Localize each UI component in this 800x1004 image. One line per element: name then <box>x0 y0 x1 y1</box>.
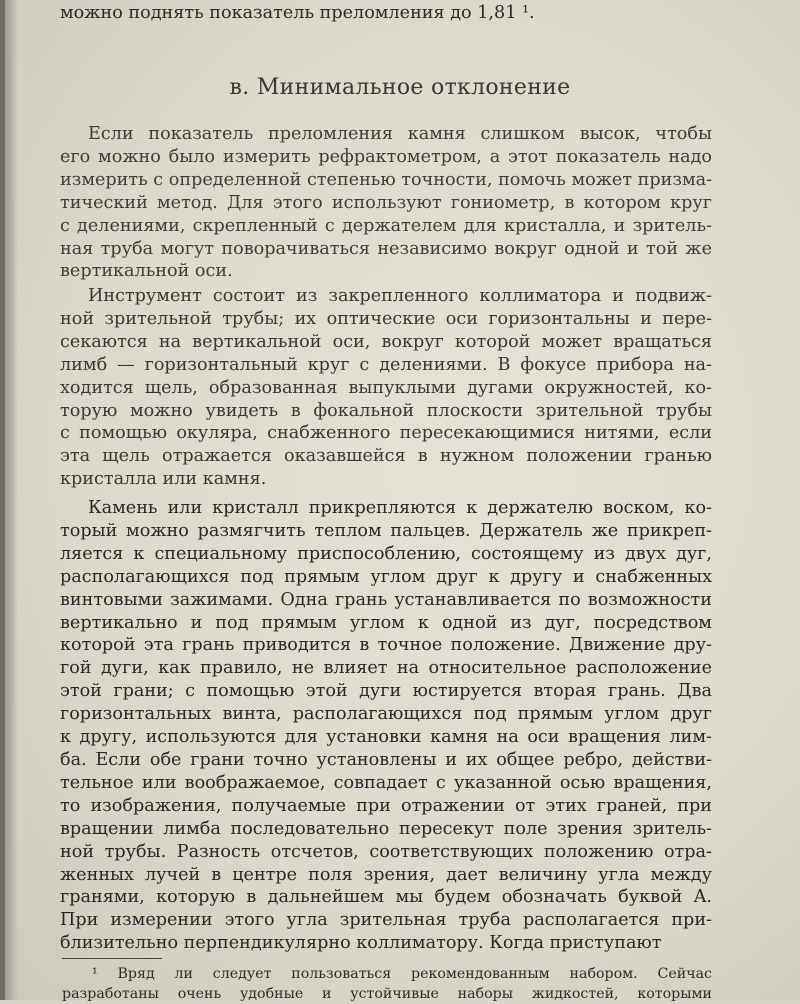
text-line: гой дуги, как правило, не влияет на относительное расположение <box>60 657 712 680</box>
text-line: с помощью окуляра, снабженного пересекающимися нитями, если <box>60 422 712 445</box>
text-line: вертикально и под прямым углом к одной из дуг, посредством <box>60 612 712 635</box>
text-line: тельное или воображаемое, совпадает с указанной осью вращения, <box>60 772 712 795</box>
paragraph-1 <box>60 123 712 283</box>
text-line: секаются на вертикальной оси, вокруг которой может вращаться <box>60 331 712 354</box>
text-line: торую можно увидеть в фокальной плоскости зрительной трубы <box>60 400 712 423</box>
text-line: лимб — горизонтальный круг с делениями. В фокусе прибора на- <box>60 354 712 377</box>
text-line: Если показатель преломления камня слишком высок, чтобы <box>60 123 712 146</box>
text-line: измерить с определенной степенью точности, помочь может призма- <box>60 169 712 192</box>
text-line: этой грани; с помощью этой дуги юстируется вторая грань. Два <box>60 680 712 703</box>
paragraph-2 <box>60 285 712 491</box>
text-line: вращении лимба последовательно пересекут поле зрения зритель- <box>60 818 712 841</box>
text-line: вертикальной оси. <box>60 260 712 283</box>
text-line: гранями, которую в дальнейшем мы будем обозначать буквой A. <box>60 886 712 909</box>
text-line: Инструмент состоит из закрепленного коллиматора и подвиж- <box>60 285 712 308</box>
book-spine-edge <box>0 0 5 1000</box>
text-line: ная труба могут поворачиваться независимо вокруг одной и той же <box>60 238 712 261</box>
text-line: ной зрительной трубы; их оптические оси горизонтальны и пере- <box>60 308 712 331</box>
text-line: тический метод. Для этого используют гониометр, в котором круг <box>60 192 712 215</box>
continued-text-line <box>60 2 712 25</box>
text-line: ной трубы. Разность отсчетов, соответствующих положению отра- <box>60 841 712 864</box>
footnote-rule <box>62 958 162 959</box>
text-line: горизонтальных винта, располагающихся под прямым углом друг <box>60 703 712 726</box>
text-line: Камень или кристалл прикрепляются к держателю воском, ко- <box>60 497 712 520</box>
text-line: его можно было измерить рефрактометром, а этот показатель надо <box>60 146 712 169</box>
text-line: можно поднять показатель преломления до 1,81 ¹. <box>60 2 712 25</box>
text-line: близительно перпендикулярно коллиматору. Когда приступают <box>60 932 712 955</box>
text-line: винтовыми зажимами. Одна грань устанавливается по возможности <box>60 589 712 612</box>
text-line: При измерении этого угла зрительная труба располагается при- <box>60 909 712 932</box>
paragraph-3 <box>60 497 712 955</box>
text-line: торый можно размягчить теплом пальцев. Держатель же прикреп- <box>60 520 712 543</box>
footnote <box>62 965 712 1004</box>
text-line: ба. Если обе грани точно установлены и их общее ребро, действи- <box>60 749 712 772</box>
text-line: женных лучей в центре поля зрения, дает величину угла между <box>60 864 712 887</box>
section-heading: в. Минимальное отклонение <box>0 75 800 100</box>
text-line: с делениями, скрепленный с держателем для кристалла, и зритель- <box>60 215 712 238</box>
text-line: эта щель отражается оказавшейся в нужном положении гранью <box>60 445 712 468</box>
footnote-line: разработаны очень удобные и устойчивые наборы жидкостей, которыми <box>62 985 712 1004</box>
footnote-line: ¹ Вряд ли следует пользоваться рекомендованным набором. Сейчас <box>62 965 712 985</box>
text-line: которой эта грань приводится в точное положение. Движение дру- <box>60 634 712 657</box>
text-line: располагающихся под прямым углом друг к другу и снабженных <box>60 566 712 589</box>
text-line: к другу, используются для установки камня на оси вращения лим- <box>60 726 712 749</box>
text-line: то изображения, получаемые при отражении от этих граней, при <box>60 795 712 818</box>
text-line: ходится щель, образованная выпуклыми дугами окружностей, ко- <box>60 377 712 400</box>
text-line: ляется к специальному приспособлению, состоящему из двух дуг, <box>60 543 712 566</box>
text-line: кристалла или камня. <box>60 468 712 491</box>
